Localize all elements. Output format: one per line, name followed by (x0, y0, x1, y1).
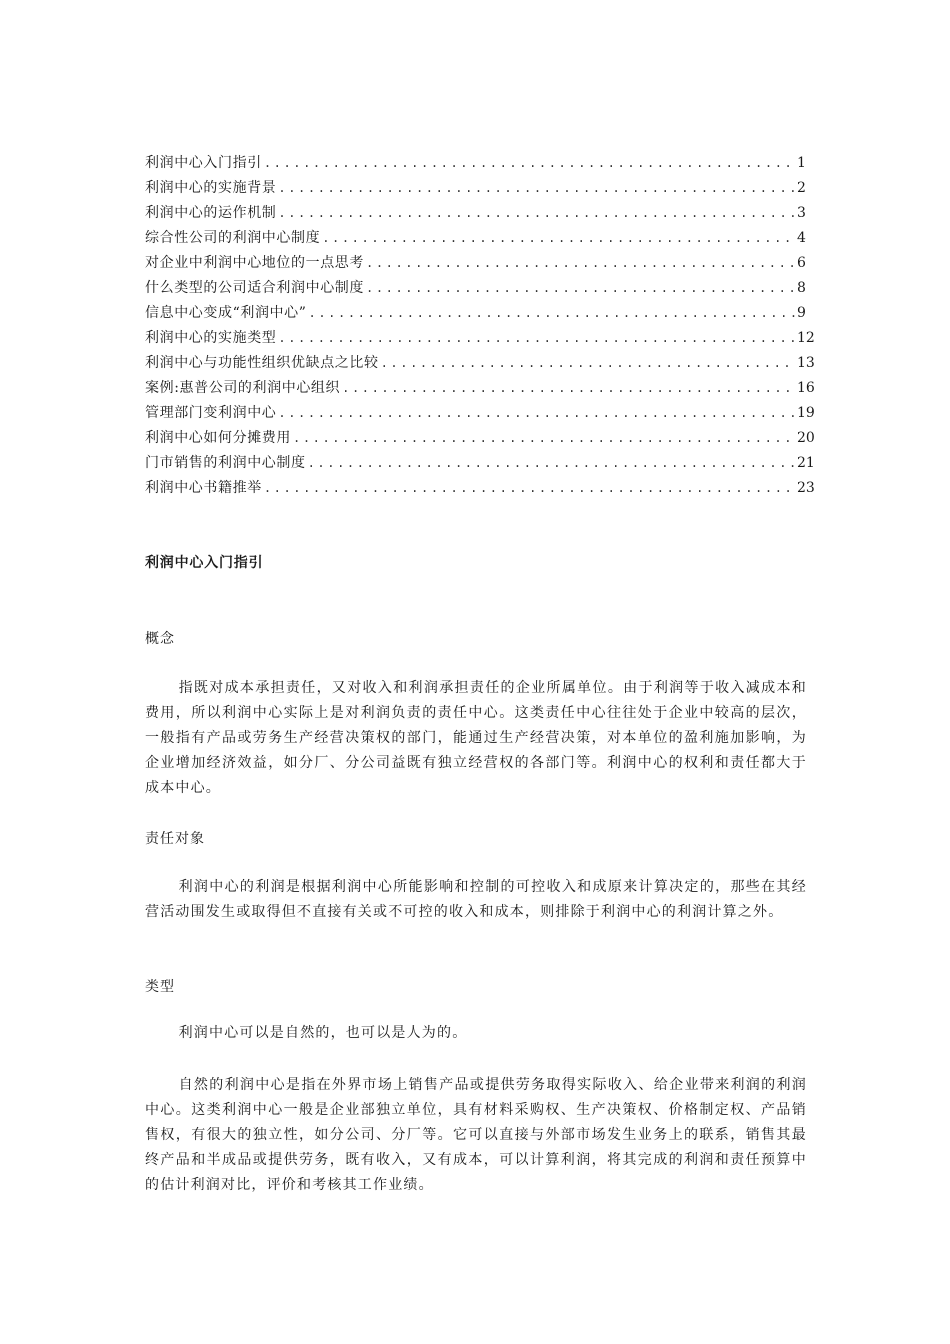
toc-page-number: 8 (797, 280, 806, 296)
toc-dot-leader (278, 201, 795, 226)
toc-entry-title: 管理部门变利润中心 (145, 405, 277, 421)
toc-page-number: 21 (797, 455, 815, 471)
toc-page-number: 1 (797, 155, 806, 171)
toc-entry-title: 利润中心的实施背景 (145, 180, 277, 196)
toc-entry[interactable] (145, 176, 805, 201)
toc-entry-title: 信息中心变成“利润中心” (145, 305, 307, 321)
toc-dot-leader (342, 376, 795, 401)
types-heading: 类型 (145, 979, 175, 995)
types-paragraph-2: 自然的利润中心是指在外界市场上销售产品或提供劳务取得实际收入、给企业带来利润的利润中心。这类利润中心一般是企业部独立单位，具有材料采购权、生产决策权、价格制定权、产品销售权，有很大的独立性，如分公司、分厂等。它可以直接与外部市场发生业务上的联系，销售其最终产品和半成品或提供劳务，既有收入，又有成本，可以计算利润，将其完成的利润和责任预算中的估计利润对比，评价和考核其工作业绩。 (145, 1077, 807, 1193)
toc-dot-leader (278, 326, 795, 351)
toc-page-number: 6 (797, 255, 806, 271)
toc-page-number: 12 (797, 330, 815, 346)
toc-entry[interactable] (145, 251, 805, 276)
toc-entry[interactable] (145, 201, 805, 226)
toc-entry-title: 利润中心如何分摊费用 (145, 430, 291, 446)
toc-entry-title: 利润中心入门指引 (145, 155, 262, 171)
toc-entry[interactable] (145, 426, 815, 451)
responsibility-heading: 责任对象 (145, 831, 205, 847)
section-heading: 利润中心入门指引 (145, 555, 264, 571)
toc-entry[interactable] (145, 451, 815, 476)
toc-dot-leader (309, 301, 795, 326)
toc-page-number: 9 (797, 305, 806, 321)
toc-entry-title: 对企业中利润中心地位的一点思考 (145, 255, 364, 271)
toc-dot-leader (366, 251, 795, 276)
toc-dot-leader (278, 176, 795, 201)
toc-entry-title: 利润中心的实施类型 (145, 330, 277, 346)
toc-page-number: 23 (797, 480, 815, 496)
toc-dot-leader (264, 476, 795, 501)
toc-page-number: 4 (797, 230, 806, 246)
toc-page-number: 20 (797, 430, 815, 446)
responsibility-paragraph: 利润中心的利润是根据利润中心所能影响和控制的可控收入和成原来计算决定的，那些在其经营活动围发生或取得但不直接有关或不可控的收入和成本，则排除于利润中心的利润计算之外。 (145, 879, 807, 920)
toc-entry[interactable] (145, 151, 805, 176)
toc-entry[interactable] (145, 401, 815, 426)
toc-page-number: 2 (797, 180, 806, 196)
toc-dot-leader (264, 151, 795, 176)
toc-page-number: 19 (797, 405, 815, 421)
concept-heading: 概念 (145, 631, 175, 647)
toc-dot-leader (322, 226, 795, 251)
toc-entry-title: 综合性公司的利润中心制度 (145, 230, 321, 246)
toc-page-number: 13 (797, 355, 815, 371)
toc-entry-title: 利润中心与功能性组织优缺点之比较 (145, 355, 379, 371)
toc-entry-title: 什么类型的公司适合利润中心制度 (145, 280, 364, 296)
toc-entry[interactable] (145, 276, 805, 301)
toc-entry[interactable] (145, 301, 805, 326)
concept-paragraph: 指既对成本承担责任，又对收入和利润承担责任的企业所属单位。由于利润等于收入减成本和费用，所以利润中心实际上是对利润负责的责任中心。这类责任中心往往处于企业中较高的层次，一般指有产品或劳务生产经营决策权的部门，能通过生产经营决策，对本单位的盈利施加影响，为企业增加经济效益，如分厂、分公司益既有独立经营权的各部门等。利润中心的权利和责任都大于成本中心。 (145, 680, 807, 796)
toc-page-number: 16 (797, 380, 815, 396)
toc-entry[interactable] (145, 476, 815, 501)
toc-entry-title: 利润中心书籍推举 (145, 480, 262, 496)
toc-entry[interactable] (145, 376, 815, 401)
toc-entry-title: 门市销售的利润中心制度 (145, 455, 306, 471)
types-paragraph-1: 利润中心可以是自然的，也可以是人为的。 (178, 1025, 468, 1041)
toc-entry[interactable] (145, 326, 815, 351)
toc-entry-title: 案例:惠普公司的利润中心组织 (145, 380, 341, 396)
toc-dot-leader (278, 401, 795, 426)
toc-dot-leader (293, 426, 795, 451)
toc-dot-leader (381, 351, 795, 376)
toc-entry-title: 利润中心的运作机制 (145, 205, 277, 221)
table-of-contents (145, 151, 815, 501)
toc-entry[interactable] (145, 351, 815, 376)
toc-dot-leader (366, 276, 795, 301)
toc-dot-leader (308, 451, 795, 476)
toc-entry[interactable] (145, 226, 805, 251)
toc-page-number: 3 (797, 205, 806, 221)
